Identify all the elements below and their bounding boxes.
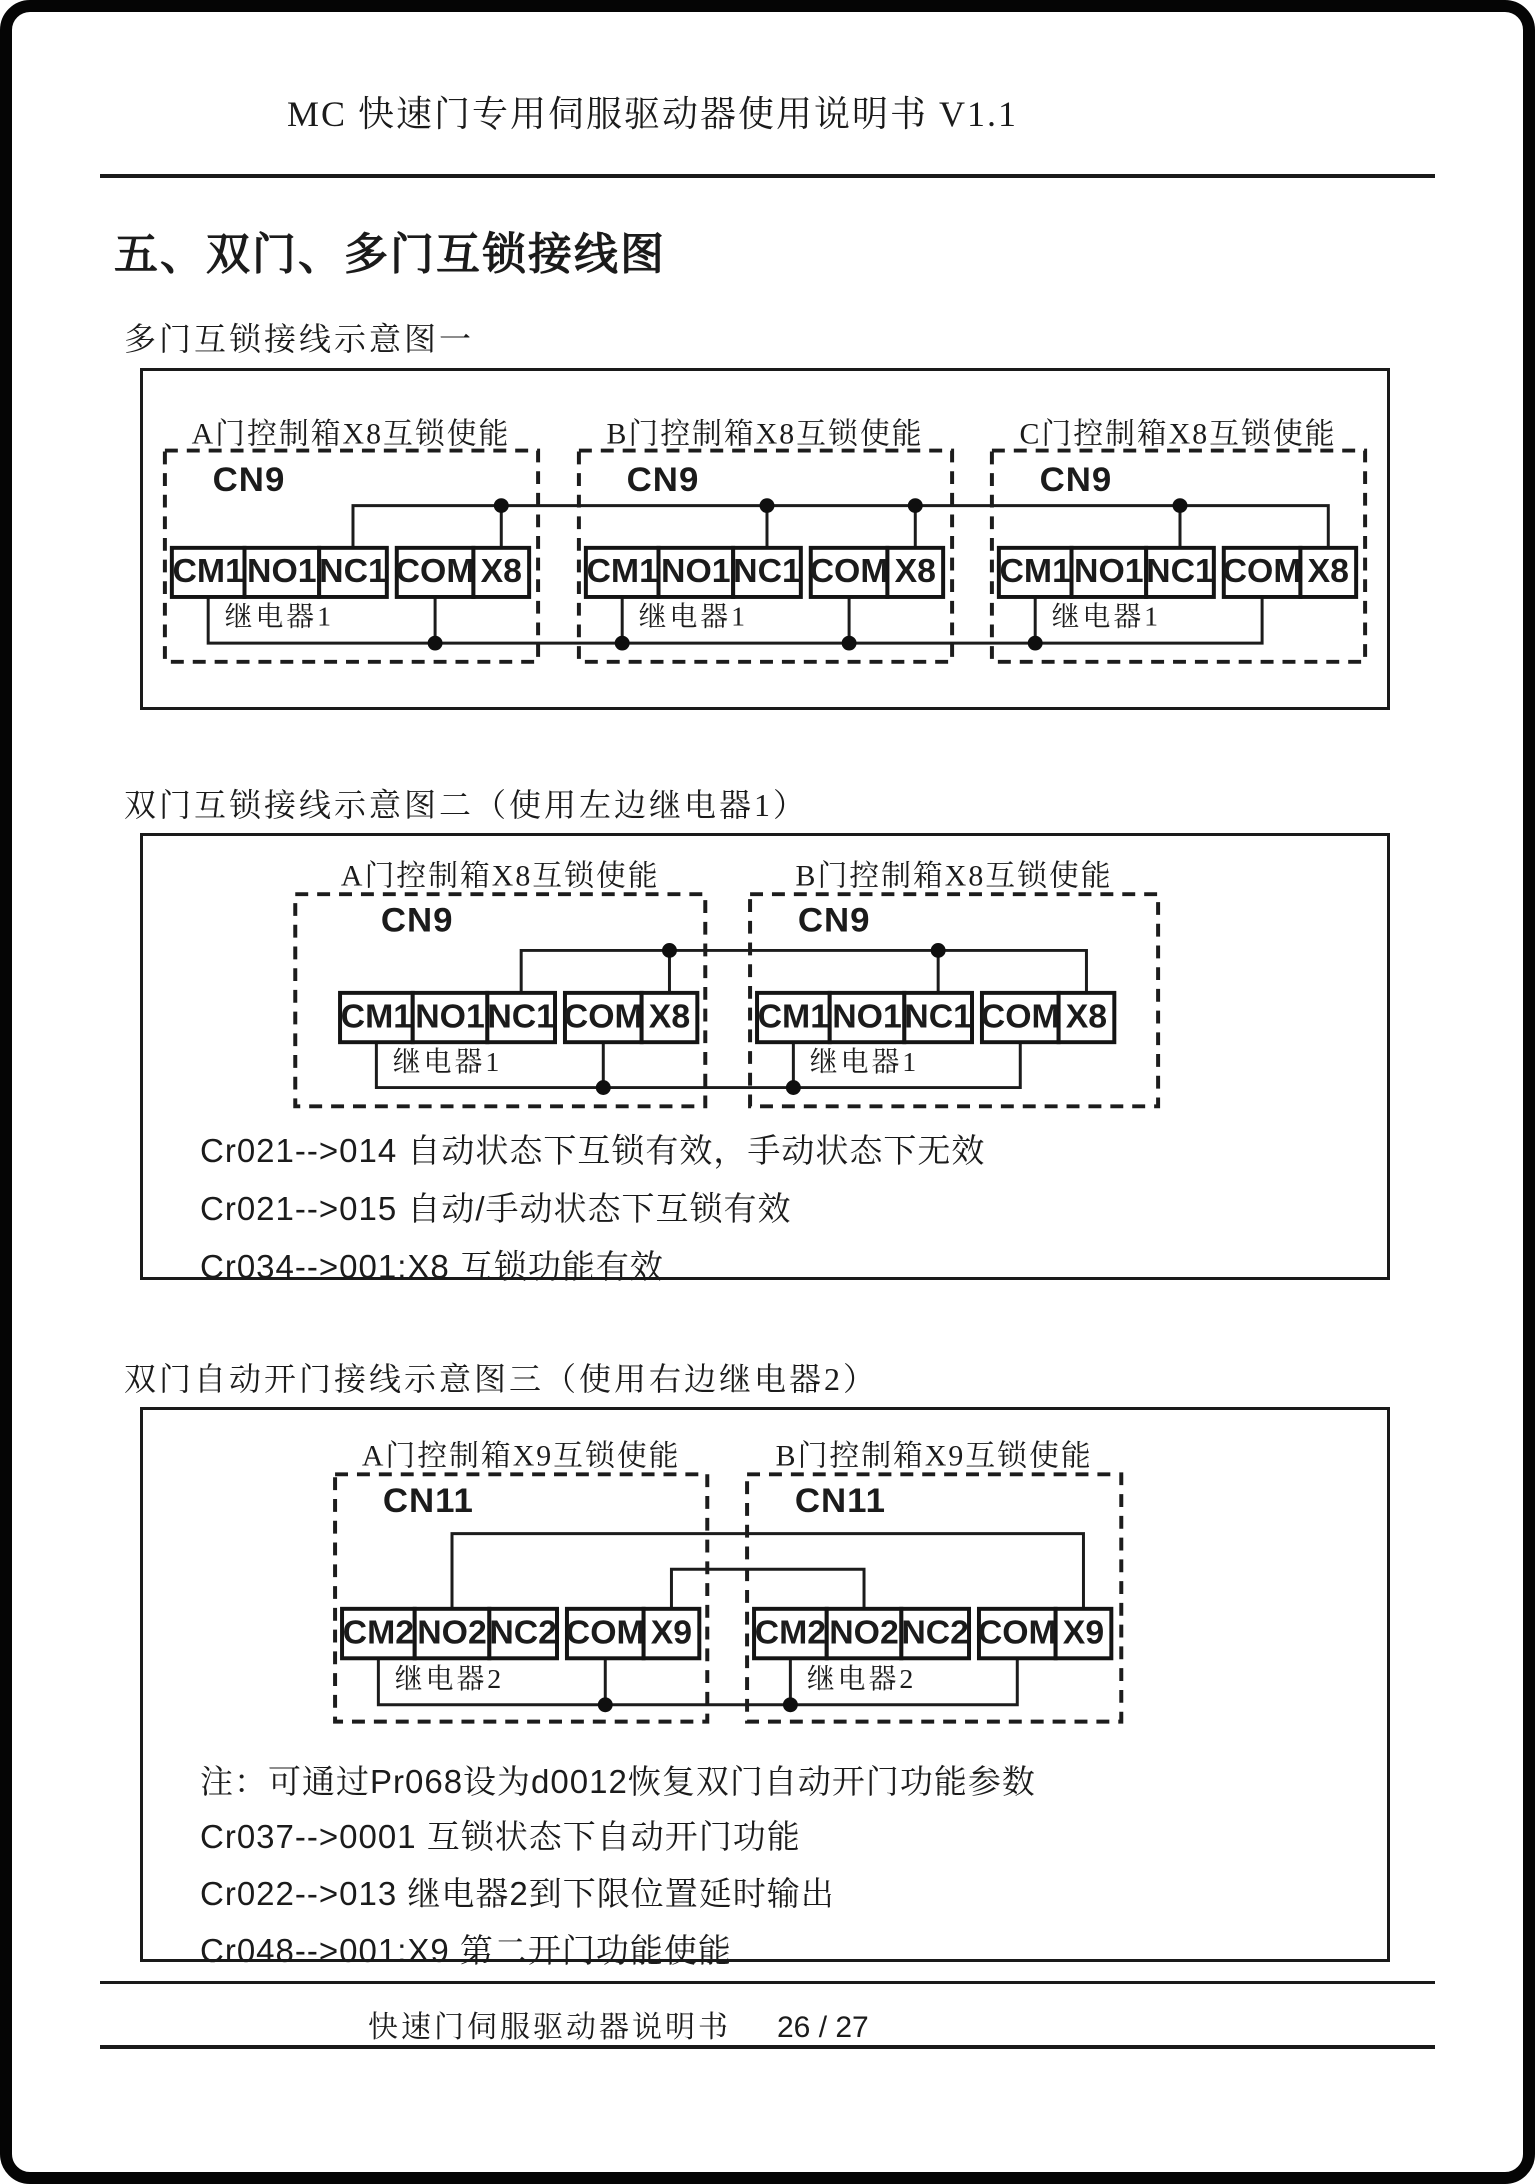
diagram2-caption: 双门互锁接线示意图二（使用左边继电器1） [124,787,809,823]
door-label: B门控制箱X8互锁使能 [606,418,924,451]
footer-rule-bottom [100,2045,1435,2049]
terminal-label: NC1 [904,998,973,1036]
junction-dot [494,498,509,513]
note-line: Cr021-->015 自动/手动状态下互锁有效 [200,1190,792,1227]
door-label: B门控制箱X9互锁使能 [775,1439,1093,1473]
junction-dot [760,498,775,513]
footer [368,2002,869,2046]
footer-doc-title: 快速门伺服驱动器说明书 [368,2011,731,2044]
terminal-label: CM1 [586,553,658,591]
door-panel-a [335,1439,707,1721]
junction-dot [786,1080,801,1095]
terminal-label: COM [565,1613,645,1652]
terminal-label: CM1 [172,553,244,591]
terminal-label: NC2 [901,1613,970,1652]
terminal-label: COM [977,1613,1057,1652]
diagram3-caption: 双门自动开门接线示意图三（使用右边继电器2） [124,1361,879,1397]
junction-dot [908,498,923,513]
terminal-label: NO1 [415,998,485,1036]
door-panel-a [165,418,538,662]
connector-label: CN9 [797,901,871,940]
note-line: Cr022-->013 继电器2到下限位置延时输出 [200,1875,835,1912]
connector-label: CN11 [794,1481,886,1520]
junction-dot [1173,498,1188,513]
relay-label: 继电器1 [809,1046,920,1078]
relay-label: 继电器1 [224,600,335,632]
relay-label: 继电器2 [806,1664,917,1695]
terminal-label: CM2 [754,1613,827,1652]
connector-label: CN9 [212,461,286,499]
door-panel-a [295,859,705,1106]
door-panel-b [750,859,1158,1106]
diagram1-svg [143,371,1387,707]
junction-dot [596,1080,611,1095]
junction-dot [615,636,630,651]
terminal-label: NO1 [1074,553,1144,591]
door-label: A门控制箱X8互锁使能 [340,860,660,893]
terminal-label: X8 [648,998,691,1036]
note-line: Cr037-->0001 互锁状态下自动开门功能 [200,1818,801,1855]
door-panel-b [747,1439,1121,1721]
connector-label: CN9 [380,901,454,940]
terminal-label: X8 [1065,998,1108,1036]
terminal-label: NO1 [832,998,902,1036]
door-label: A门控制箱X8互锁使能 [191,418,511,451]
terminal-label: NC2 [489,1613,558,1652]
terminal-label: CM1 [999,553,1071,591]
diagram2-panel [140,833,1390,1285]
door-panel-b [579,418,952,662]
terminal-label: X8 [894,553,936,591]
terminal-label: NO1 [247,553,317,591]
junction-dot [662,943,677,958]
terminal-label: NC1 [319,553,387,591]
junction-dot [1028,636,1043,651]
terminal-label: COM [395,553,475,591]
door-label: A门控制箱X9互锁使能 [361,1439,681,1473]
terminal-label: COM [809,553,889,591]
note-line: 注：可通过Pr068设为d0012恢复双门自动开门功能参数 [200,1763,1036,1800]
junction-dot [428,636,443,651]
footer-rule-top [100,1981,1435,1984]
diagram3-panel [140,1407,1390,1969]
terminal-label: NC1 [733,553,801,591]
door-label: C门控制箱X8互锁使能 [1019,418,1337,451]
junction-dot [598,1697,613,1712]
relay-label: 继电器1 [392,1046,503,1078]
doc-header-title: MC 快速门专用伺服驱动器使用说明书 V1.1 [287,94,1019,134]
terminal-label: COM [980,998,1060,1036]
terminal-label: X9 [650,1613,693,1652]
terminal-label: CM1 [340,998,413,1036]
relay-label: 继电器1 [1051,600,1162,632]
terminal-label: NO1 [661,553,731,591]
wire-top-bus [521,950,1086,992]
terminal-label: NC1 [1146,553,1214,591]
note-line: Cr048-->001:X9 第二开门功能使能 [200,1932,732,1969]
terminal-label: NO2 [417,1613,487,1652]
diagram1-panel [140,368,1390,710]
connector-label: CN9 [1039,461,1113,499]
footer-page-number: 26 / 27 [777,2011,869,2044]
wire-x9a-to-no2b [671,1569,864,1609]
junction-dot [783,1697,798,1712]
connector-label: CN11 [382,1481,474,1520]
terminal-label: X9 [1062,1613,1105,1652]
junction-dot [842,636,857,651]
header-rule [100,174,1435,178]
terminal-label: CM1 [757,998,830,1036]
terminal-label: NO2 [829,1613,899,1652]
note-line: Cr021-->014 自动状态下互锁有效，手动状态下无效 [200,1132,986,1169]
terminal-label: CM2 [342,1613,415,1652]
door-label: B门控制箱X8互锁使能 [795,860,1113,893]
junction-dot [931,943,946,958]
terminal-label: COM [563,998,643,1036]
terminal-label: X8 [480,553,522,591]
connector-label: CN9 [626,461,700,499]
diagram1-caption: 多门互锁接线示意图一 [124,321,475,357]
relay-label: 继电器1 [638,600,749,632]
note-line: Cr034-->001:X8 互锁功能有效 [200,1248,664,1285]
relay-label: 继电器2 [394,1664,505,1695]
terminal-label: COM [1222,553,1302,591]
section-title: 五、双门、多门互锁接线图 [114,230,666,279]
terminal-label: NC1 [487,998,556,1036]
wire-no2a-to-x9b [452,1534,1083,1609]
terminal-label: X8 [1307,553,1349,591]
